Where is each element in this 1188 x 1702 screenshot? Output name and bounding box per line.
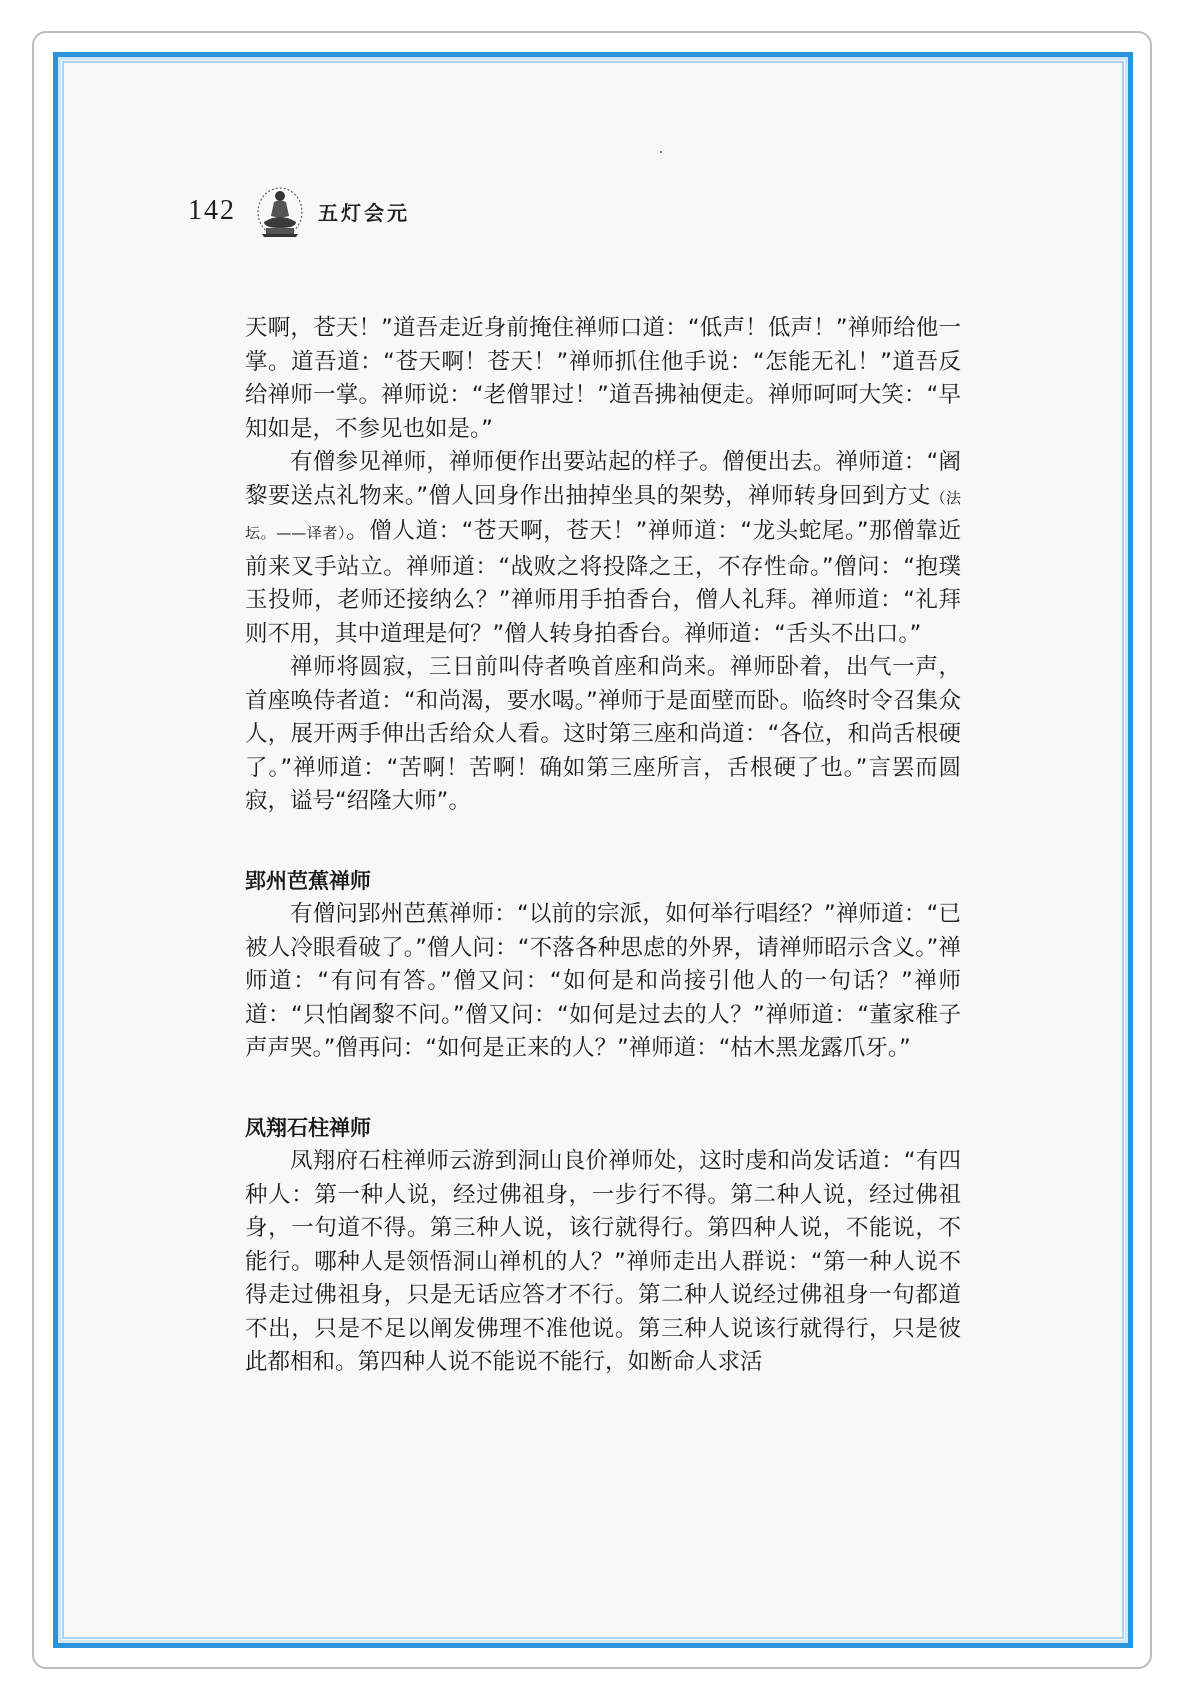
paragraph-text: 有僧参见禅师，禅师便作出要站起的样子。僧便出去。禅师道：“阇黎要送点礼物来。”僧人回身作出抽掉坐具的架势，禅师转身回到方丈 — [245, 449, 961, 509]
translator-note: （法坛。——译者） — [245, 488, 961, 542]
page-content — [245, 312, 961, 1380]
paragraph: 天啊，苍天！”道吾走近身前掩住禅师口道：“低声！低声！”禅师给他一掌。道吾道：“苍天啊！苍天！”禅师抓住他手说：“怎能无礼！”道吾反给禅师一掌。禅师说：“老僧罪过！”道吾拂袖便走。禅师呵呵大笑：“早知如是，不参见也如是。” — [245, 315, 961, 442]
section-gap — [245, 1066, 961, 1112]
page-header — [188, 186, 410, 236]
seated-buddha-icon — [256, 184, 304, 238]
section-title: 凤翔石柱禅师 — [245, 1115, 371, 1140]
section-title: 郢州芭蕉禅师 — [245, 868, 371, 893]
speck-dot — [660, 151, 662, 153]
page-number: 142 — [188, 195, 236, 226]
paragraph: 禅师将圆寂，三日前叫侍者唤首座和尚来。禅师卧着，出气一声，首座唤侍者道：“和尚渴，要水喝。”禅师于是面壁而卧。临终时令召集众人，展开两手伸出舌给众人看。这时第三座和尚道：“各位，和尚舌根硬了。”禅师道：“苦啊！苦啊！确如第三座所言，舌根硬了也。”言罢而圆寂，谥号“绍隆大师”。 — [245, 654, 961, 814]
paragraph: 有僧问郢州芭蕉禅师：“以前的宗派，如何举行唱经？”禅师道：“已被人冷眼看破了。”僧人问：“不落各种思虑的外界，请禅师昭示含义。”禅师道：“有问有答。”僧又问：“如何是和尚接引他人的一句话？”禅师道：“只怕阇黎不问。”僧又问：“如何是过去的人？”禅师道：“董家稚子声声哭。”僧再问：“如何是正来的人？”禅师道：“枯木黑龙露爪牙。” — [245, 901, 961, 1061]
paragraph-text: 。僧人道：“苍天啊，苍天！”禅师道：“龙头蛇尾。”那僧靠近前来叉手站立。禅师道：“战败之将投降之王，不存性命。”僧问：“抱璞玉投师，老师还接纳么？”禅师用手拍香台，僧人礼拜。禅师道：“礼拜则不用，其中道理是何？”僧人转身拍香台。禅师道：“舌头不出口。” — [245, 518, 961, 647]
book-title: 五灯会元 — [318, 200, 410, 225]
paragraph — [245, 446, 961, 651]
paragraph: 凤翔府石柱禅师云游到洞山良价禅师处，这时虔和尚发话道：“有四种人：第一种人说，经过佛祖身，一步行不得。第二种人说，经过佛祖身，一句道不得。第三种人说，该行就得行。第四种人说，不能说，不能行。哪种人是领悟洞山禅机的人？”禅师走出人群说：“第一种人说不得走过佛祖身，只是无话应答才不行。第二种人说经过佛祖身一句都道不出，只是不足以阐发佛理不准他说。第三种人说该行就得行，只是彼此都相和。第四种人说不能说不能行，如断命人求活 — [245, 1148, 961, 1375]
section-gap — [245, 819, 961, 865]
